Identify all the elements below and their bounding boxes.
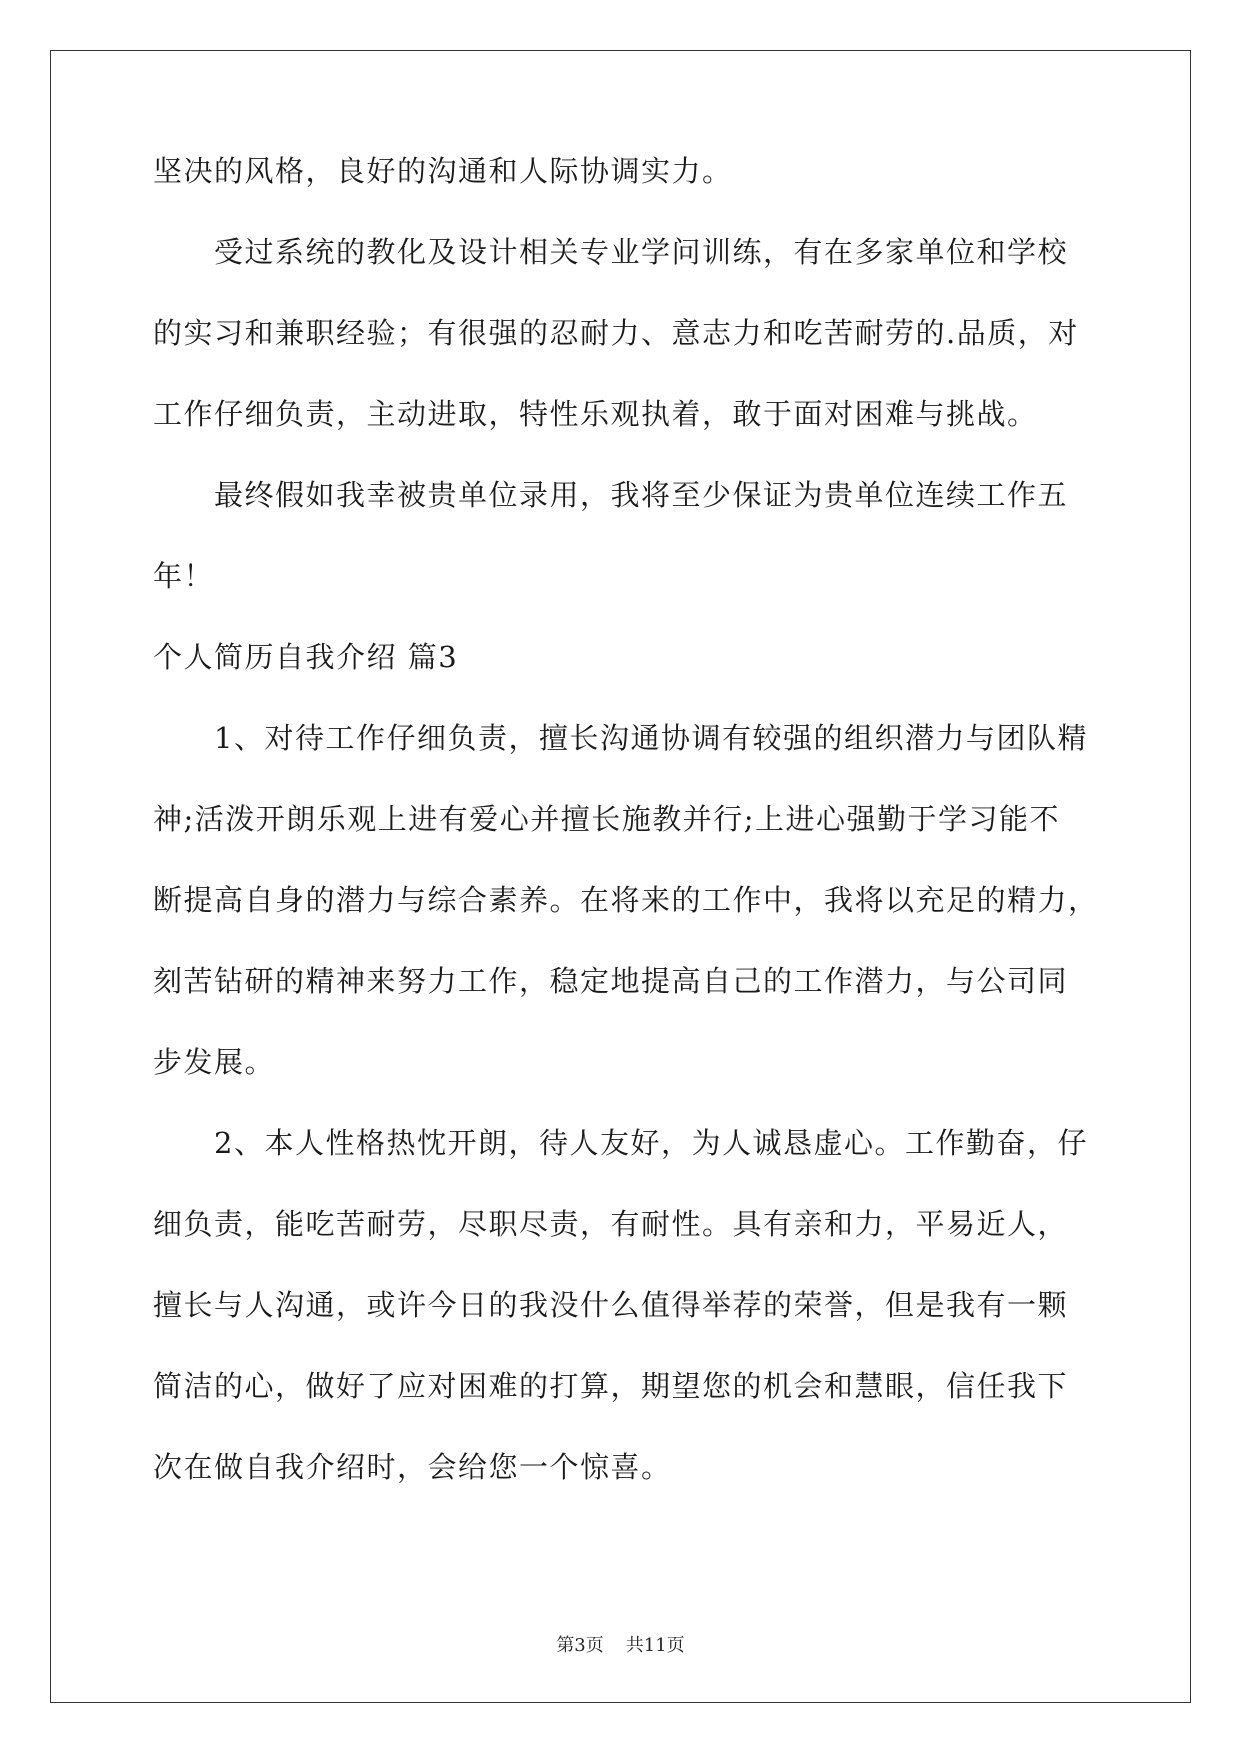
- text-line: 细负责，能吃苦耐劳，尽职尽责，有耐性。具有亲和力，平易近人，: [153, 1207, 1069, 1241]
- document-body: [153, 154, 1103, 1534]
- text-line: 工作仔细负责，主动进取，特性乐观执着，敢于面对困难与挑战。: [153, 397, 1038, 431]
- section-heading: 个人简历自我介绍 篇3: [153, 640, 459, 674]
- text-line: 次在做自我介绍时，会给您一个惊喜。: [153, 1450, 672, 1484]
- page-total: 共11页: [625, 1635, 685, 1656]
- text-line: 年！: [153, 559, 215, 593]
- text-line: 简洁的心，做好了应对困难的打算，期望您的机会和慧眼，信任我下: [153, 1369, 1069, 1403]
- text-line: 刻苦钻研的精神来努力工作，稳定地提高自己的工作潜力，与公司同: [153, 964, 1069, 998]
- text-line: 最终假如我幸被贵单位录用，我将至少保证为贵单位连续工作五: [153, 478, 1069, 512]
- page-number: 第3页: [556, 1635, 604, 1656]
- text-line: 1、对待工作仔细负责，擅长沟通协调有较强的组织潜力与团队精: [153, 721, 1088, 755]
- text-line: 坚决的风格，良好的沟通和人际协调实力。: [153, 154, 733, 188]
- text-line: 受过系统的教化及设计相关专业学问训练，有在多家单位和学校: [153, 235, 1069, 269]
- text-line: 2、本人性格热忱开朗，待人友好，为人诚恳虚心。工作勤奋，仔: [153, 1126, 1088, 1160]
- text-line: 神;活泼开朗乐观上进有爱心并擅长施教并行;上进心强勤于学习能不: [153, 802, 1061, 836]
- text-line: 的实习和兼职经验；有很强的忍耐力、意志力和吃苦耐劳的.品质，对: [153, 316, 1079, 350]
- text-line: 擅长与人沟通，或许今日的我没什么值得举荐的荣誉，但是我有一颗: [153, 1288, 1069, 1322]
- page-footer: [0, 1631, 1241, 1657]
- text-line: 步发展。: [153, 1045, 276, 1079]
- text-line: 断提高自身的潜力与综合素养。在将来的工作中，我将以充足的精力，: [153, 883, 1099, 917]
